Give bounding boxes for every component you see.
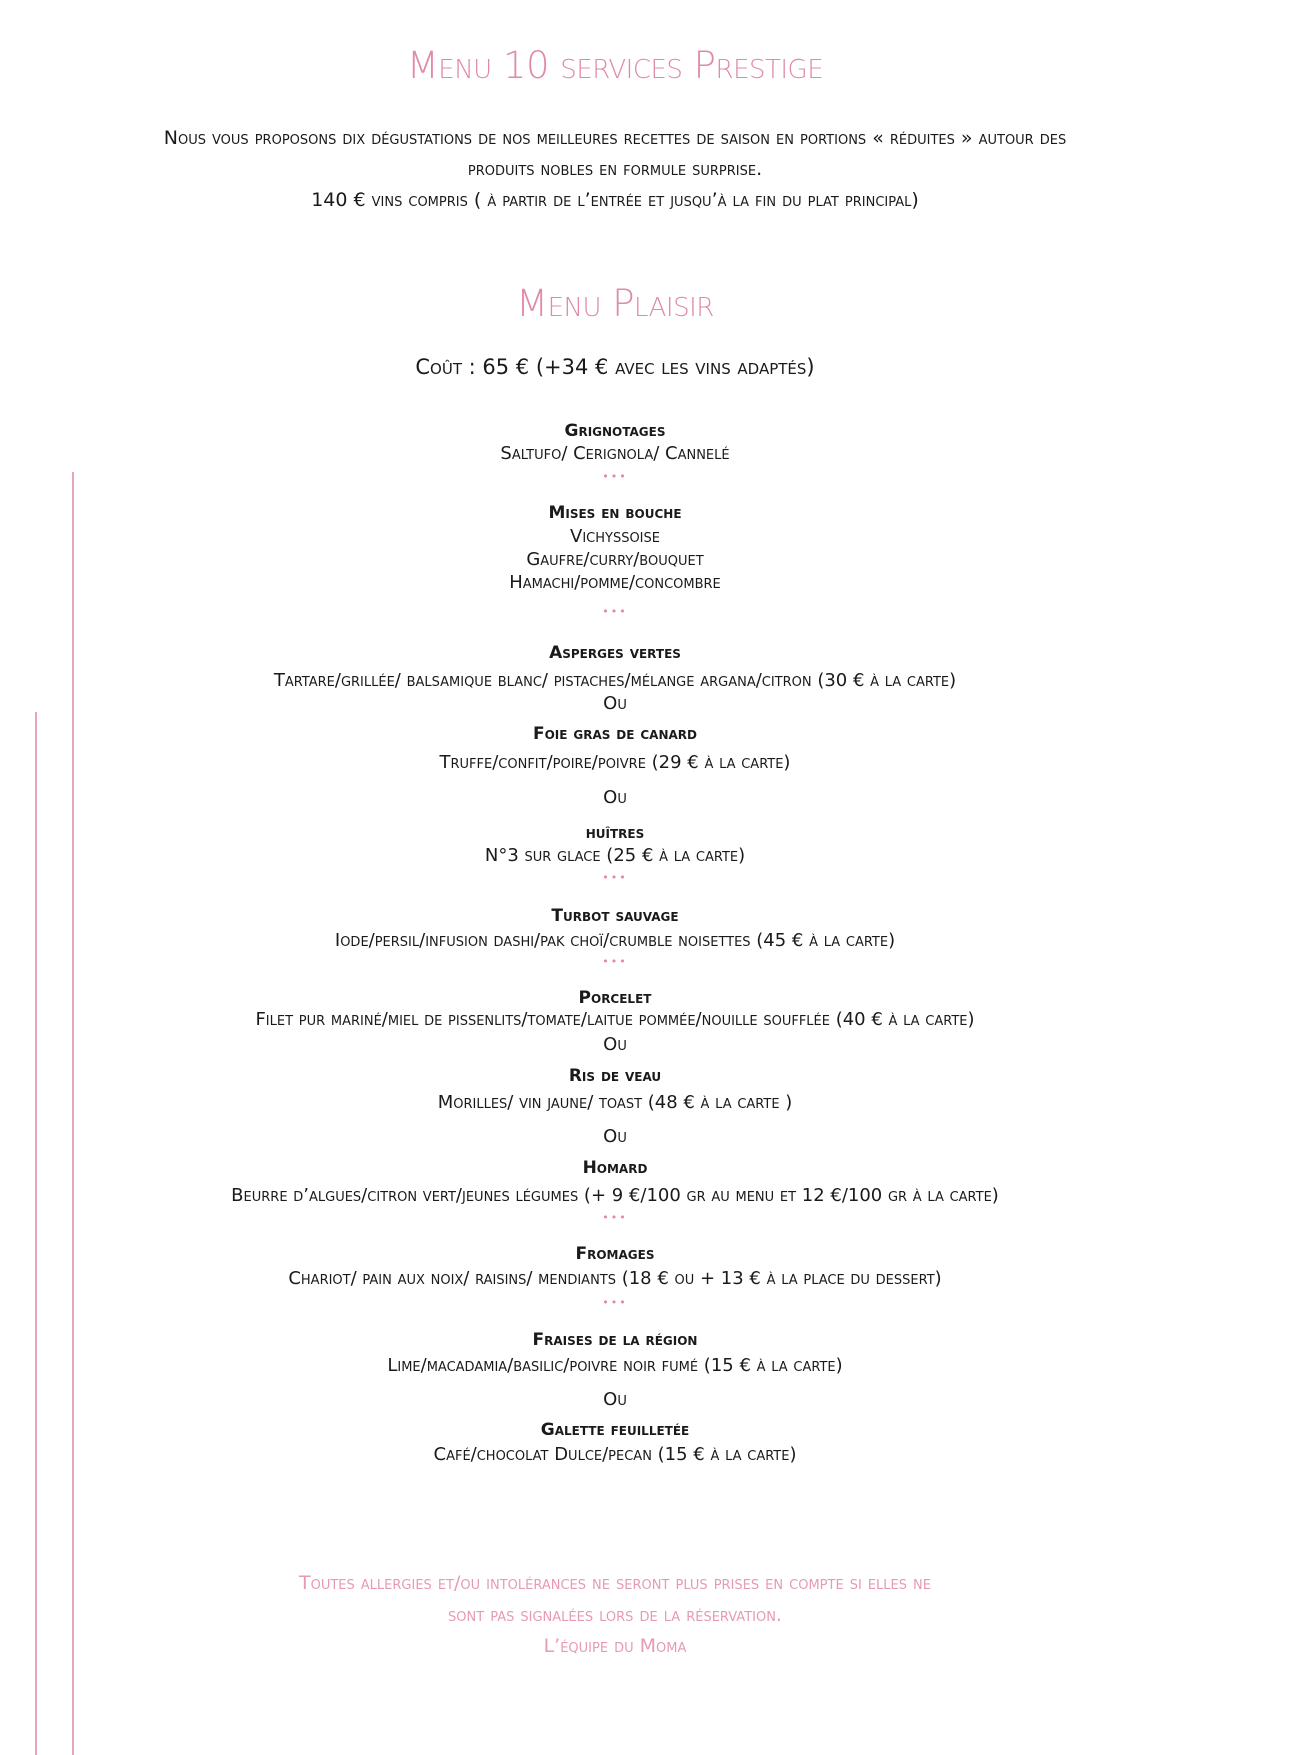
- or-label: Ou: [603, 1126, 627, 1147]
- course-title: Ris de veau: [568, 1066, 662, 1086]
- course-desc: Iode/persil/infusion dashi/pak choï/crumble noisettes (45 € à la carte): [334, 930, 896, 951]
- prestige-intro-line: produits nobles en formule surprise.: [467, 158, 763, 180]
- or-label: Ou: [603, 1034, 627, 1055]
- course-desc: Gaufre/curry/bouquet: [526, 549, 704, 570]
- course-desc: Chariot/ pain aux noix/ raisins/ mendiants (18 € ou + 13 € à la place du dessert): [288, 1268, 942, 1289]
- margin-line-decoration: [72, 472, 74, 1755]
- course-title: Homard: [582, 1158, 648, 1178]
- course-title: huîtres: [585, 823, 645, 843]
- course-title: Foie gras de canard: [532, 724, 698, 744]
- course-desc: Saltufo/ Cerignola/ Cannelé: [500, 443, 730, 464]
- course-title: Fromages: [575, 1244, 655, 1264]
- course-title: Asperges vertes: [549, 643, 681, 663]
- or-label: Ou: [603, 787, 627, 808]
- plaisir-title: Menu Plaisir: [516, 282, 714, 325]
- course-desc: Lime/macadamia/basilic/poivre noir fumé (15 € à la carte): [387, 1355, 843, 1376]
- course-desc: Beurre d’algues/citron vert/jeunes légumes (+ 9 €/100 gr au menu et 12 €/100 gr à la carte): [231, 1185, 999, 1206]
- course-title: Grignotages: [564, 421, 666, 441]
- prestige-intro-line: Nous vous proposons dix dégustations de nos meilleures recettes de saison en portions « réduites » autour des: [163, 127, 1067, 149]
- separator-dots: •••: [602, 955, 628, 968]
- plaisir-cost: Coût : 65 € (+34 € avec les vins adaptés): [415, 355, 815, 379]
- course-title: Fraises de la région: [532, 1330, 698, 1350]
- or-label: Ou: [603, 693, 627, 714]
- course-desc: Vichyssoise: [570, 526, 660, 547]
- allergy-note: Toutes allergies et/ou intolérances ne seront plus prises en compte si elles ne: [298, 1572, 931, 1594]
- course-desc: Morilles/ vin jaune/ toast (48 € à la carte ): [437, 1092, 793, 1113]
- course-desc: Tartare/grillée/ balsamique blanc/ pistaches/mélange argana/citron (30 € à la carte): [273, 670, 957, 691]
- separator-dots: •••: [602, 470, 628, 483]
- separator-dots: •••: [602, 1211, 628, 1224]
- course-desc: Hamachi/pomme/concombre: [509, 572, 721, 593]
- course-desc: Café/chocolat Dulce/pecan (15 € à la carte): [433, 1444, 797, 1465]
- prestige-title: Menu 10 services Prestige: [406, 44, 824, 87]
- separator-dots: •••: [602, 605, 628, 618]
- course-title: Mises en bouche: [548, 503, 682, 523]
- course-desc: N°3 sur glace (25 € à la carte): [484, 845, 746, 866]
- separator-dots: •••: [602, 871, 628, 884]
- separator-dots: •••: [602, 1296, 628, 1309]
- course-title: Turbot sauvage: [551, 906, 679, 926]
- allergy-note: sont pas signalées lors de la réservation.: [448, 1604, 782, 1626]
- team-signature: L’équipe du Moma: [543, 1635, 687, 1657]
- course-desc: Truffe/confit/poire/poivre (29 € à la carte): [439, 752, 791, 773]
- course-title: Porcelet: [578, 988, 652, 1008]
- course-desc: Filet pur mariné/miel de pissenlits/tomate/laitue pommée/nouille soufflée (40 € à la carte): [255, 1009, 975, 1030]
- or-label: Ou: [603, 1389, 627, 1410]
- prestige-price: 140 € vins compris ( à partir de l’entrée et jusqu’à la fin du plat principal): [311, 189, 919, 211]
- course-title: Galette feuilletée: [540, 1420, 690, 1440]
